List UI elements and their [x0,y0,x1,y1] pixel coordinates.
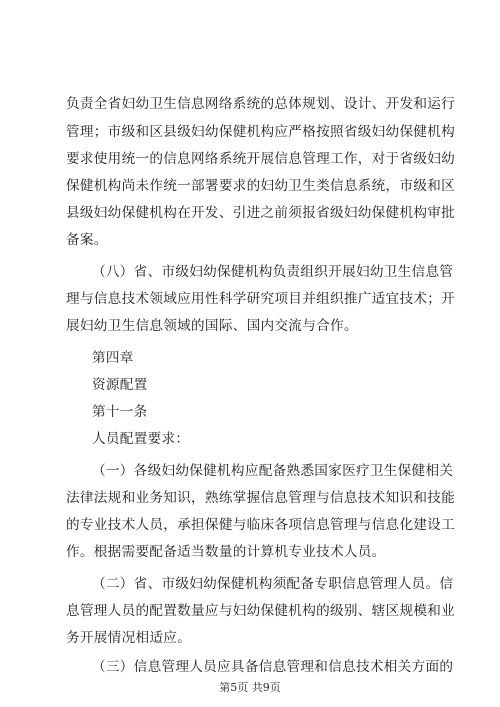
chapter-heading: 第四章 [92,350,134,366]
paragraph-line: 备案。 [66,232,108,248]
paragraph-line: 法律法规和业务知识，熟练掌握信息管理与信息技术知识和技能 [66,490,456,506]
paragraph-line: 理与信息技术领域应用性科学研究项目并组织推广适宜技术；开 [66,291,456,307]
paragraph-line: 管理；市级和区县级妇幼保健机构应严格按照省级妇幼保健机构 [66,124,456,140]
paragraph-line: （八）省、市级妇幼保健机构负责组织开展妇幼卫生信息管 [92,264,454,280]
paragraph-line: 的专业技术人员，承担保健与临床各项信息管理与信息化建设工 [66,517,456,533]
paragraph-line: （二）省、市级妇幼保健机构须配备专职信息管理人员。信 [92,576,454,592]
paragraph-line: 务开展情况相适应。 [66,630,192,646]
page-number-footer: 第5页 共9页 [219,681,281,694]
section-heading: 资源配置 [92,377,148,393]
paragraph-line: 要求使用统一的信息网络系统开展信息管理工作，对于省级妇幼 [66,151,456,167]
paragraph-line: 展妇幼卫生信息领域的国际、国内交流与合作。 [66,318,358,334]
subheading: 人员配置要求： [92,431,190,447]
paragraph-line: 作。根据需要配备适当数量的计算机专业技术人员。 [66,544,386,560]
paragraph-line: （一）各级妇幼保健机构应配备熟悉国家医疗卫生保健相关 [92,463,454,479]
article-heading: 第十一条 [92,404,148,420]
paragraph-line: 保健机构尚未作统一部署要求的妇幼卫生类信息系统，市级和区 [66,178,456,194]
paragraph-line: （三）信息管理人员应具备信息管理和信息技术相关方面的 [92,659,454,675]
paragraph-line: 县级妇幼保健机构在开发、引进之前须报省级妇幼保健机构审批 [66,205,456,221]
paragraph-line: 负责全省妇幼卫生信息网络系统的总体规划、设计、开发和运行 [66,96,456,112]
paragraph-line: 息管理人员的配置数量应与妇幼保健机构的级别、辖区规模和业 [66,603,456,619]
